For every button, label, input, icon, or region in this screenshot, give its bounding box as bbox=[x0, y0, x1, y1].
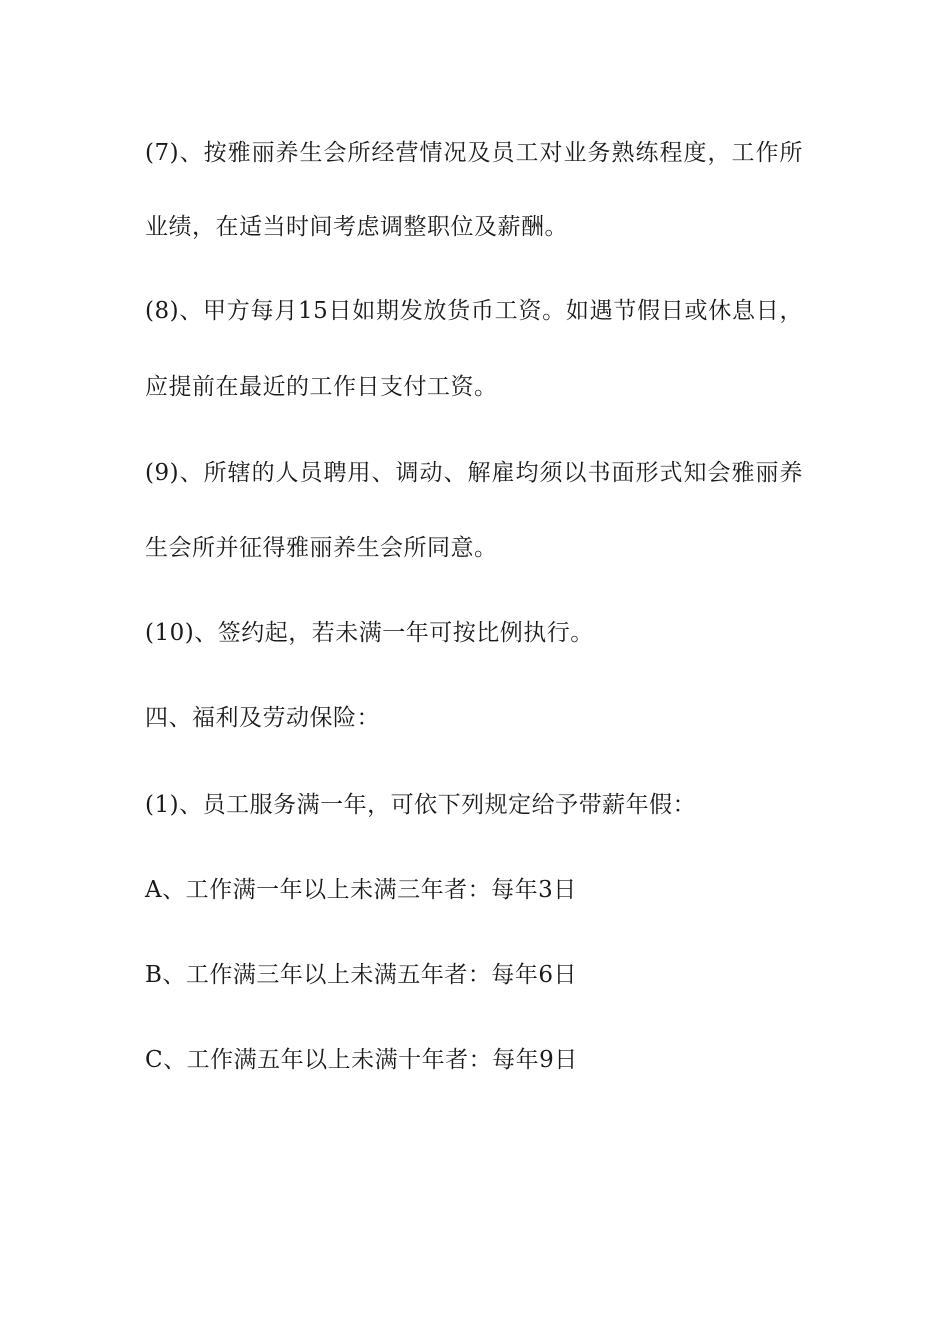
annual-leave-b: B、工作满三年以上未满五年者：每年6日 bbox=[145, 962, 578, 988]
welfare-item-1: (1)、员工服务满一年，可依下列规定给予带薪年假： bbox=[145, 792, 697, 818]
clause-10-line: (10)、签约起，若未满一年可按比例执行。 bbox=[145, 620, 594, 646]
clause-8-line-2: 应提前在最近的工作日支付工资。 bbox=[145, 374, 498, 400]
clause-9-line-2: 生会所并征得雅丽养生会所同意。 bbox=[145, 535, 498, 561]
clause-8-line-1: (8)、甲方每月15日如期发放货币工资。如遇节假日或休息日， bbox=[145, 298, 803, 324]
annual-leave-a: A、工作满一年以上未满三年者：每年3日 bbox=[145, 877, 577, 903]
clause-7-line-2: 业绩，在适当时间考虑调整职位及薪酬。 bbox=[145, 214, 568, 240]
clause-9-line-1: (9)、所辖的人员聘用、调动、解雇均须以书面形式知会雅丽养 bbox=[145, 460, 803, 486]
section-4-heading: 四、福利及劳动保险： bbox=[145, 705, 380, 731]
annual-leave-c: C、工作满五年以上未满十年者：每年9日 bbox=[145, 1047, 578, 1073]
clause-7-line-1: (7)、按雅丽养生会所经营情况及员工对业务熟练程度，工作所 bbox=[145, 140, 803, 166]
